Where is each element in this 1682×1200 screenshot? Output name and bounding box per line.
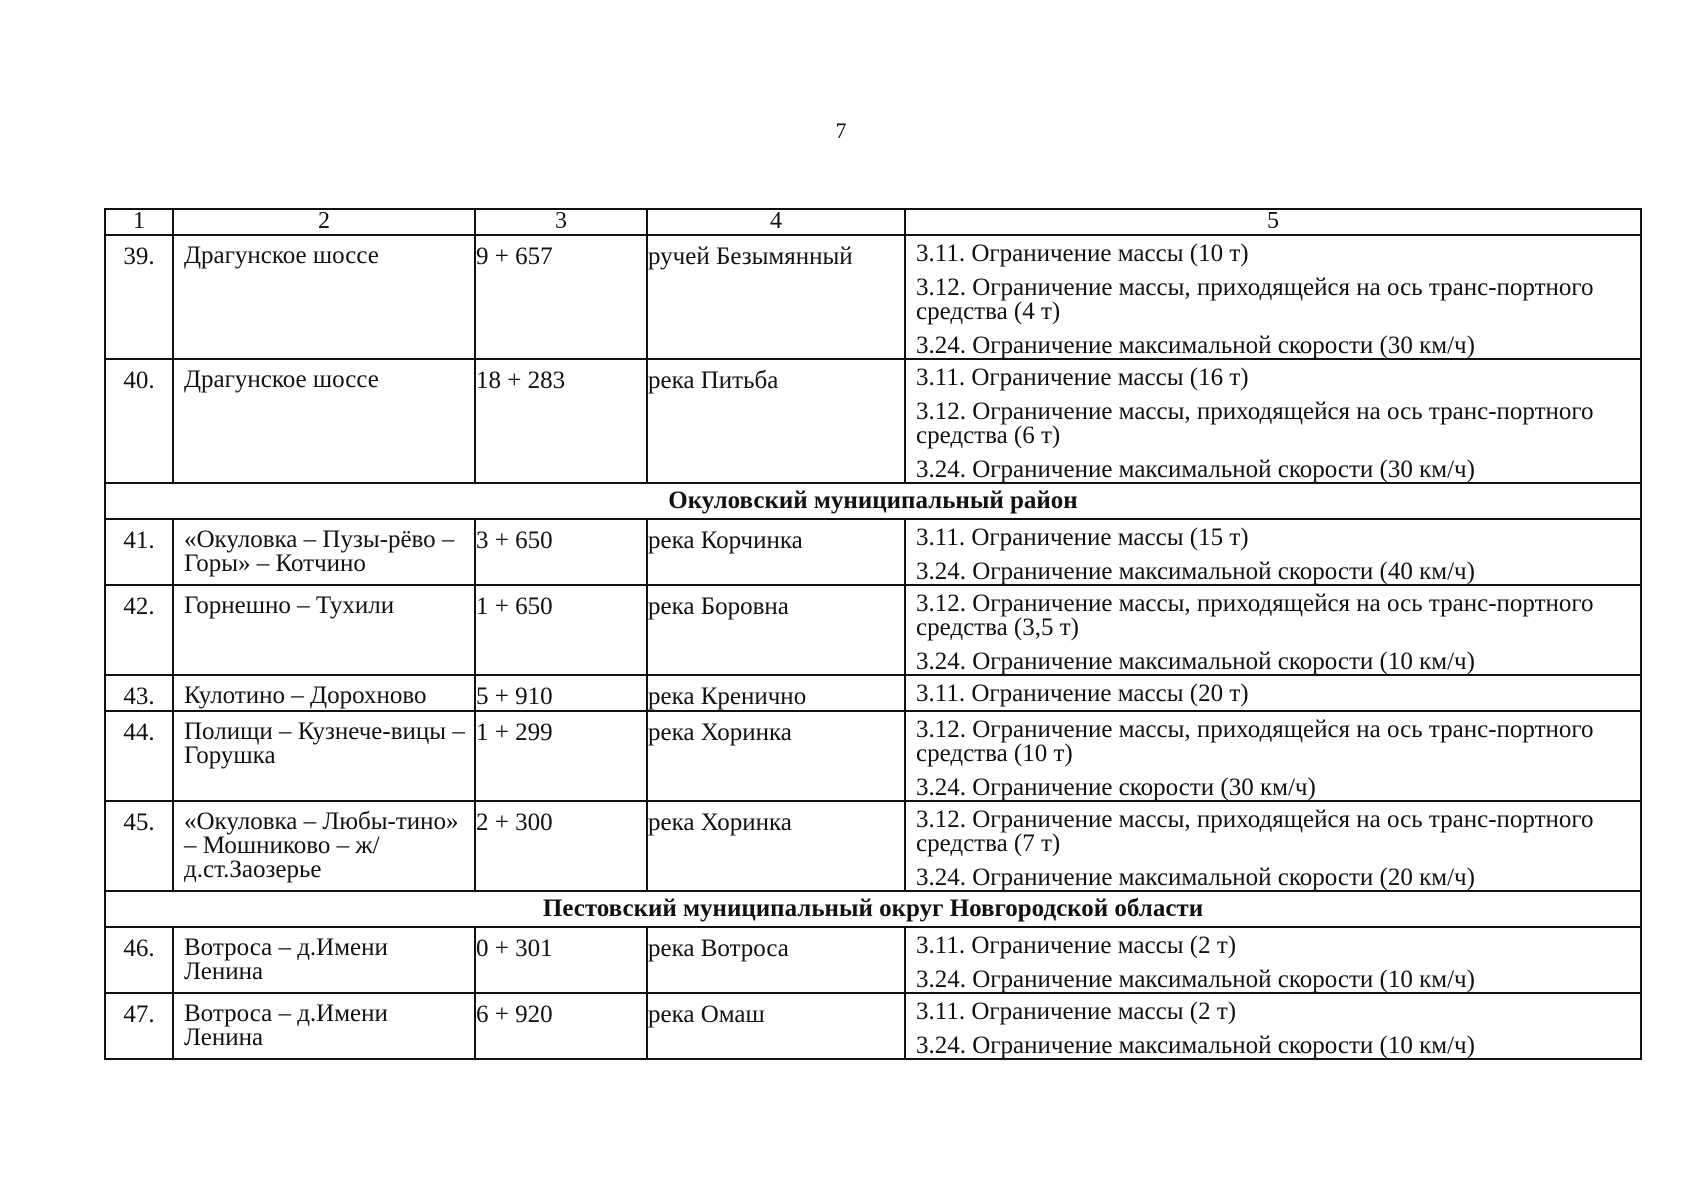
restriction-item: 3.11. Ограничение массы (20 т) — [916, 680, 1249, 707]
kilometer-mark: 1 + 650 — [475, 585, 647, 675]
restriction-item: 3.24. Ограничение скорости (30 км/ч) — [916, 774, 1316, 801]
table-row — [105, 359, 1641, 483]
restriction-item: 3.11. Ограничение массы (16 т) — [916, 364, 1249, 391]
section-title: Окуловский муниципальный район — [105, 483, 1641, 519]
kilometer-mark: 3 + 650 — [475, 519, 647, 585]
table-row — [105, 585, 1641, 675]
table-row — [105, 675, 1641, 711]
restriction-item: 3.11. Ограничение массы (2 т) — [916, 998, 1237, 1025]
kilometer-mark: 0 + 301 — [475, 927, 647, 993]
table-row — [105, 711, 1641, 801]
row-number: 41. — [105, 519, 173, 585]
table-row — [105, 235, 1641, 359]
restriction-item: 3.12. Ограничение массы, приходящейся на ось транс-портного средства (4 т) — [916, 274, 1594, 325]
restriction-item: 3.12. Ограничение массы, приходящейся на ось транс-портного средства (3,5 т) — [916, 590, 1594, 641]
restriction-item: 3.24. Ограничение максимальной скорости (30 км/ч) — [916, 332, 1475, 359]
restriction-item: 3.12. Ограничение массы, приходящейся на ось транс-портного средства (7 т) — [916, 806, 1594, 857]
road-name: Вотроса – д.Имени Ленина — [173, 993, 475, 1059]
restriction-item: 3.24. Ограничение максимальной скорости (10 км/ч) — [916, 966, 1475, 993]
road-name: Драгунское шоссе — [173, 235, 475, 359]
road-name: Вотроса – д.Имени Ленина — [173, 927, 475, 993]
section-title: Пестовский муниципальный округ Новгородской области — [105, 891, 1641, 927]
restrictions-cell — [905, 801, 1641, 891]
kilometer-mark: 9 + 657 — [475, 235, 647, 359]
column-number: 4 — [647, 209, 905, 235]
road-name: Горнешно – Тухили — [173, 585, 475, 675]
restrictions-cell — [905, 675, 1641, 711]
crossing-object: река Кренично — [647, 675, 905, 711]
crossing-object: река Хоринка — [647, 711, 905, 801]
restrictions-cell — [905, 235, 1641, 359]
row-number: 40. — [105, 359, 173, 483]
crossing-object: река Вотроса — [647, 927, 905, 993]
restrictions-cell — [905, 519, 1641, 585]
kilometer-mark: 1 + 299 — [475, 711, 647, 801]
restrictions-cell — [905, 711, 1641, 801]
road-name: Кулотино – Дорохново — [173, 675, 475, 711]
restriction-item: 3.11. Ограничение массы (2 т) — [916, 932, 1237, 959]
crossing-object: река Боровна — [647, 585, 905, 675]
column-number: 5 — [905, 209, 1641, 235]
row-number: 44. — [105, 711, 173, 801]
column-number-row — [105, 209, 1641, 235]
kilometer-mark: 18 + 283 — [475, 359, 647, 483]
kilometer-mark: 6 + 920 — [475, 993, 647, 1059]
table-row — [105, 993, 1641, 1059]
restriction-item: 3.24. Ограничение максимальной скорости (10 км/ч) — [916, 648, 1475, 675]
restrictions-cell — [905, 993, 1641, 1059]
row-number: 45. — [105, 801, 173, 891]
crossing-object: река Омаш — [647, 993, 905, 1059]
crossing-object: ручей Безымянный — [647, 235, 905, 359]
column-number: 2 — [173, 209, 475, 235]
section-header-row — [105, 483, 1641, 519]
row-number: 46. — [105, 927, 173, 993]
restriction-item: 3.12. Ограничение массы, приходящейся на ось транс-портного средства (6 т) — [916, 398, 1594, 449]
restrictions-cell — [905, 585, 1641, 675]
crossing-object: река Питьба — [647, 359, 905, 483]
road-name: «Окуловка – Пузы-рёво – Горы» – Котчино — [173, 519, 475, 585]
road-name: Полищи – Кузнече-вицы – Горушка — [173, 711, 475, 801]
restrictions-cell — [905, 927, 1641, 993]
road-name: Драгунское шоссе — [173, 359, 475, 483]
kilometer-mark: 5 + 910 — [475, 675, 647, 711]
restriction-item: 3.11. Ограничение массы (15 т) — [916, 524, 1249, 551]
row-number: 39. — [105, 235, 173, 359]
table-row — [105, 519, 1641, 585]
kilometer-mark: 2 + 300 — [475, 801, 647, 891]
page-number: 7 — [835, 118, 847, 143]
restrictions-cell — [905, 359, 1641, 483]
restrictions-table — [104, 208, 1642, 1060]
row-number: 43. — [105, 675, 173, 711]
row-number: 42. — [105, 585, 173, 675]
table-row — [105, 801, 1641, 891]
restriction-item: 3.12. Ограничение массы, приходящейся на ось транс-портного средства (10 т) — [916, 716, 1594, 767]
crossing-object: река Хоринка — [647, 801, 905, 891]
column-number: 1 — [105, 209, 173, 235]
column-number: 3 — [475, 209, 647, 235]
road-name: «Окуловка – Любы-тино» – Мошниково – ж/д.ст.Заозерье — [173, 801, 475, 891]
table-row — [105, 927, 1641, 993]
row-number: 47. — [105, 993, 173, 1059]
crossing-object: река Корчинка — [647, 519, 905, 585]
restriction-item: 3.24. Ограничение максимальной скорости (20 км/ч) — [916, 864, 1475, 891]
restriction-item: 3.11. Ограничение массы (10 т) — [916, 240, 1249, 267]
section-header-row — [105, 891, 1641, 927]
restriction-item: 3.24. Ограничение максимальной скорости (40 км/ч) — [916, 558, 1475, 585]
restriction-item: 3.24. Ограничение максимальной скорости (10 км/ч) — [916, 1032, 1475, 1059]
restriction-item: 3.24. Ограничение максимальной скорости (30 км/ч) — [916, 456, 1475, 483]
